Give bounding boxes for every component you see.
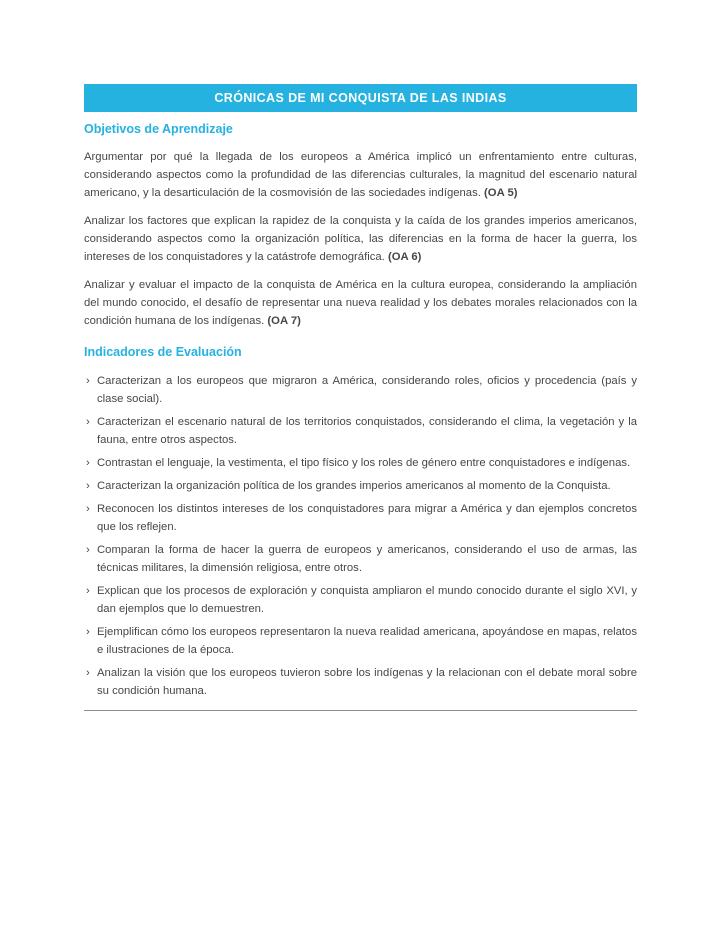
bullet-marker: › <box>86 667 90 679</box>
indicator-text: Caracterizan a los europeos que migraron a América, considerando roles, oficios y procedencia (país y clase social). <box>97 375 637 405</box>
indicator-item <box>84 623 637 659</box>
bullet-marker: › <box>86 626 90 638</box>
objective-text: Analizar los factores que explican la rapidez de la conquista y la caída de los grandes imperios americanos, considerando aspectos como la organización política, las diferencias en la forma de hacer la guerra, los intereses de los conquistadores y la catástrofe demográfica. <box>84 215 637 263</box>
indicator-text: Caracterizan el escenario natural de los territorios conquistados, considerando el clima, la vegetación y la fauna, entre otros aspectos. <box>97 416 637 446</box>
bullet-marker: › <box>86 585 90 597</box>
indicator-text: Ejemplifican cómo los europeos representaron la nueva realidad americana, apoyándose en mapas, relatos e ilustraciones de la época. <box>97 626 637 656</box>
objective-paragraph <box>84 148 637 202</box>
indicator-item <box>84 413 637 449</box>
document-content <box>84 84 637 711</box>
indicator-item <box>84 372 637 408</box>
oa-tag: (OA 5) <box>484 187 518 199</box>
indicator-item <box>84 500 637 536</box>
indicator-text: Analizan la visión que los europeos tuvieron sobre los indígenas y la relacionan con el debate moral sobre su condición humana. <box>97 667 637 697</box>
bullet-marker: › <box>86 457 90 469</box>
indicator-item <box>84 664 637 700</box>
objective-text: Analizar y evaluar el impacto de la conquista de América en la cultura europea, considerando la ampliación del mundo conocido, el desafío de representar una nueva realidad y los debates morales relacionados con la condición humana de los indígenas. <box>84 279 637 327</box>
indicator-item <box>84 454 637 472</box>
indicator-item <box>84 541 637 577</box>
indicators-list <box>84 372 637 700</box>
indicator-text: Comparan la forma de hacer la guerra de europeos y americanos, considerando el uso de armas, las técnicas militares, la dimensión religiosa, entre otros. <box>97 544 637 574</box>
objective-paragraph <box>84 276 637 330</box>
objective-text: Argumentar por qué la llegada de los europeos a América implicó un enfrentamiento entre culturas, considerando aspectos como la profundidad de las diferencias culturales, la magnitud del escenario natural americano, y la desarticulación de la cosmovisión de las sociedades indígenas. <box>84 151 637 199</box>
bullet-marker: › <box>86 375 90 387</box>
objective-paragraph <box>84 212 637 266</box>
bottom-divider <box>84 710 637 711</box>
bullet-marker: › <box>86 503 90 515</box>
indicator-text: Contrastan el lenguaje, la vestimenta, el tipo físico y los roles de género entre conquistadores e indígenas. <box>97 457 631 469</box>
indicator-item <box>84 582 637 618</box>
indicator-text: Reconocen los distintos intereses de los conquistadores para migrar a América y dan ejemplos concretos que los reflejen. <box>97 503 637 533</box>
oa-tag: (OA 7) <box>267 315 301 327</box>
bullet-marker: › <box>86 544 90 556</box>
document-title: CRÓNICAS DE MI CONQUISTA DE LAS INDIAS <box>214 91 507 105</box>
title-bar <box>84 84 637 112</box>
indicator-item <box>84 477 637 495</box>
indicator-text: Caracterizan la organización política de los grandes imperios americanos al momento de la Conquista. <box>97 480 611 492</box>
bullet-marker: › <box>86 480 90 492</box>
indicators-heading: Indicadores de Evaluación <box>84 345 242 359</box>
indicator-text: Explican que los procesos de exploración y conquista ampliaron el mundo conocido durante el siglo XVI, y dan ejemplos que lo demuestren. <box>97 585 637 615</box>
objectives-heading: Objetivos de Aprendizaje <box>84 122 233 136</box>
oa-tag: (OA 6) <box>387 251 422 263</box>
bullet-marker: › <box>86 416 90 428</box>
